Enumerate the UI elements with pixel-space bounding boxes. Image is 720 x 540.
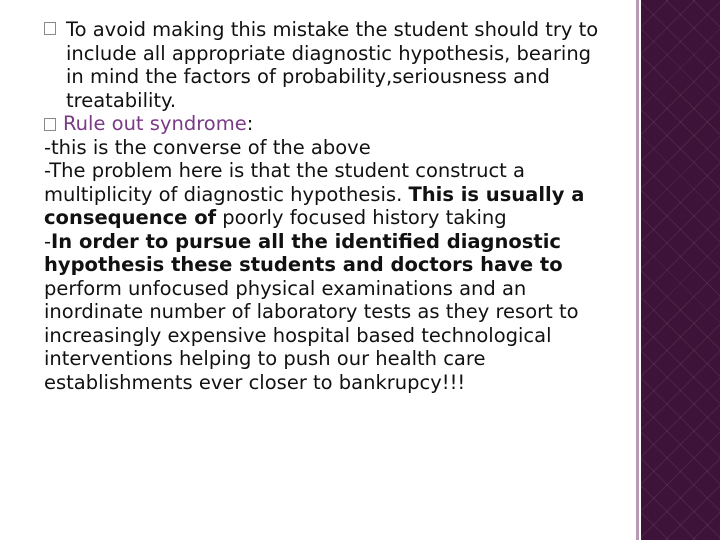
converse-text: -this is the converse of the above — [44, 135, 371, 159]
bullet-point-2 — [44, 112, 614, 136]
slide-body — [44, 18, 614, 394]
pursue-dash: - — [44, 229, 52, 253]
bullet-point-1 — [44, 18, 614, 112]
problem-text: -The problem here is that the student construct a multiplicity of diagnostic hypothesis. — [44, 159, 525, 206]
pursue-tail-text: perform unfocused physical examinations and an inordinate number of laboratory tests as they resort to increasingly expensive hospital based technological interventions helping to push our health care establishments ever closer to bankrupcy!!! — [44, 276, 579, 394]
bullet-text-1: To avoid making this mistake the student should try to include all appropriate diagnostic hypothesis, bearing in mind the factors of probability,seriousness and treatability. — [66, 18, 599, 112]
problem-bold-text: This is usually a consequence of — [44, 182, 585, 229]
pursue-bold-text: In order to pursue all the identified diagnostic hypothesis these students and doctors have to — [44, 229, 563, 276]
bullet-box-icon — [44, 118, 56, 131]
pursue-paragraph — [44, 230, 614, 395]
rule-out-heading: Rule out syndrome — [63, 112, 247, 135]
bullet-box-icon — [44, 22, 56, 35]
decorative-side-panel — [641, 0, 720, 540]
problem-tail-text: poorly focused history taking — [216, 206, 507, 229]
side-accent-stripe — [636, 0, 639, 540]
converse-line — [44, 136, 614, 160]
problem-paragraph — [44, 159, 614, 230]
heading-colon: : — [246, 112, 254, 135]
